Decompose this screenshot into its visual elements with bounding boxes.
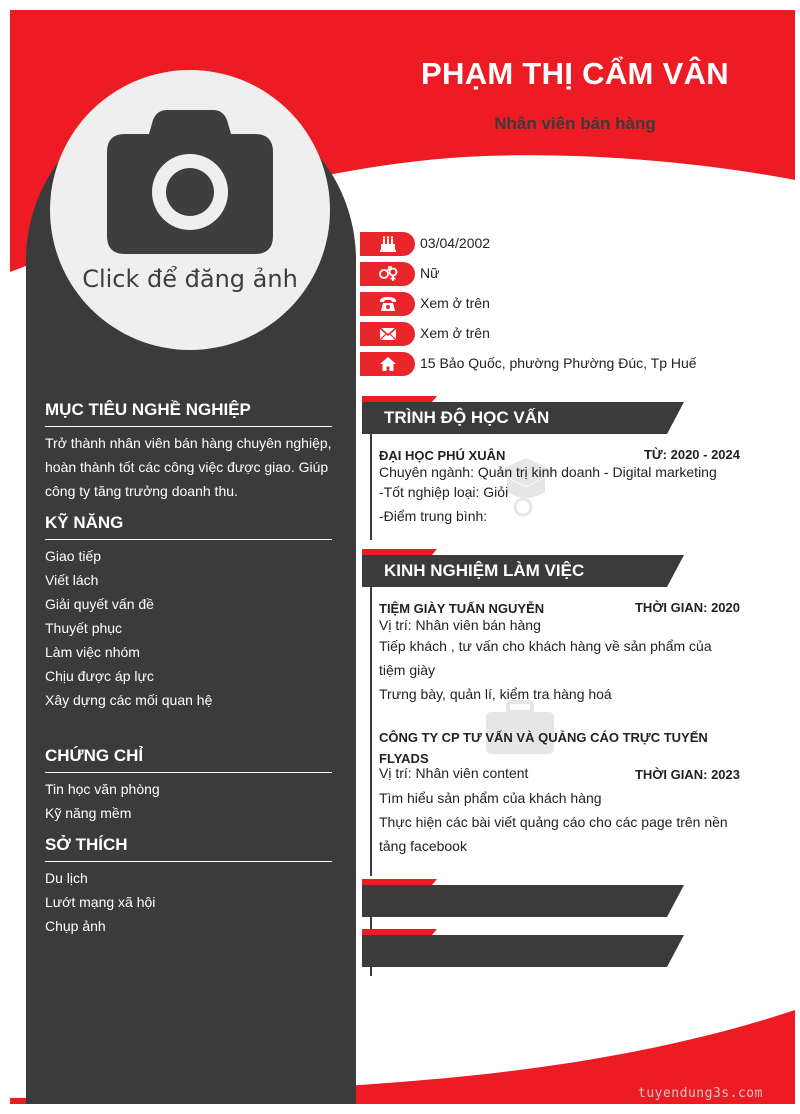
certificates-title: CHỨNG CHỈ [45,746,332,773]
skills-list [45,544,337,712]
birthday-cake-icon [379,236,397,252]
education-gpa: -Điểm trung bình: [379,508,488,524]
job-description: Thực hiện các bài viết quảng cáo cho các page trên nền tảng facebook [379,814,728,854]
job-position: Nhân viên bán hàng [494,114,656,133]
school-name: ĐẠI HỌC PHÚ XUÂN [379,448,506,463]
list-item: Viết lách [45,572,99,588]
job-period: THỜI GIAN: 2023 [634,767,740,782]
timeline-line [370,432,372,540]
certificates-list [45,777,337,825]
photo-upload-label: Click để đăng ảnh [82,265,298,293]
list-item: Du lịch [45,870,88,886]
contact-email [360,322,780,348]
contact-phone [360,292,780,318]
list-item: Xây dựng các mối quan hệ [45,692,213,708]
empty-section-bar [362,929,684,967]
experience-title: KINH NGHIỆM LÀM VIỆC [384,561,585,580]
hobbies-title: SỞ THÍCH [45,835,332,862]
education-period: TỪ: 2020 - 2024 [643,447,740,462]
job-description: Trưng bày, quản lí, kiểm tra hàng hoá [379,686,612,702]
list-item: Lướt mạng xã hội [45,894,156,910]
phone-icon [379,296,397,312]
watermark: tuyendung3s.com [638,1086,763,1101]
skills-title: KỸ NĂNG [45,513,332,540]
job-description: Tiếp khách , tư vấn cho khách hàng về sản phẩm của tiệm giày [379,638,712,678]
job-company: TIỆM GIÀY TUẤN NGUYỄN [379,601,545,616]
gender-icon [378,265,398,283]
objective-text: Trở thành nhân viên bán hàng chuyên nghiệp, hoàn thành tốt các công việc được giao. Giúp công ty tăng trưởng doanh thu. [45,435,332,499]
list-item: Giải quyết vấn đề [45,596,154,612]
hobbies-list [45,866,337,938]
objective-title: MỤC TIÊU NGHỀ NGHIỆP [45,400,332,427]
list-item: Chịu được áp lực [45,668,154,684]
contact-text: 15 Bảo Quốc, phường Phường Đúc, Tp Huế [420,355,697,371]
timeline-line [370,586,372,876]
job-company: CÔNG TY CP TƯ VẤN VÀ QUẢNG CÁO TRỰC TUYẾN FLYADS [379,730,708,766]
list-item: Tin học văn phòng [45,781,160,797]
education-major: Chuyên ngành: Quản trị kinh doanh - Digital marketing [379,464,717,480]
contact-text: Nữ [420,265,440,281]
list-item: Giao tiếp [45,548,102,564]
contact-gender [360,262,780,288]
education-grade: -Tốt nghiệp loại: Giỏi [379,484,509,500]
candidate-name: PHẠM THỊ CẨM VÂN [421,56,729,91]
photo-upload[interactable] [50,70,330,350]
empty-section-bar [362,879,684,917]
job-period: THỜI GIAN: 2020 [634,600,740,615]
job-role: Vị trí: Nhân viên bán hàng [379,617,541,633]
job-role: Vị trí: Nhân viên content [379,765,529,781]
list-item: Làm việc nhóm [45,644,140,660]
education-title: TRÌNH ĐỘ HỌC VẤN [384,408,550,427]
contact-text: 03/04/2002 [420,235,491,251]
list-item: Kỹ năng mềm [45,805,132,821]
contact-text: Xem ở trên [420,295,490,311]
home-icon [379,356,397,372]
job-description: Tìm hiểu sản phẩm của khách hàng [379,790,602,806]
contact-address [360,352,780,378]
list-item: Chụp ảnh [45,918,106,934]
contact-birthday [360,232,780,258]
email-icon [379,327,397,341]
contact-text: Xem ở trên [420,325,490,341]
list-item: Thuyết phục [45,620,123,636]
camera-icon [105,108,275,258]
